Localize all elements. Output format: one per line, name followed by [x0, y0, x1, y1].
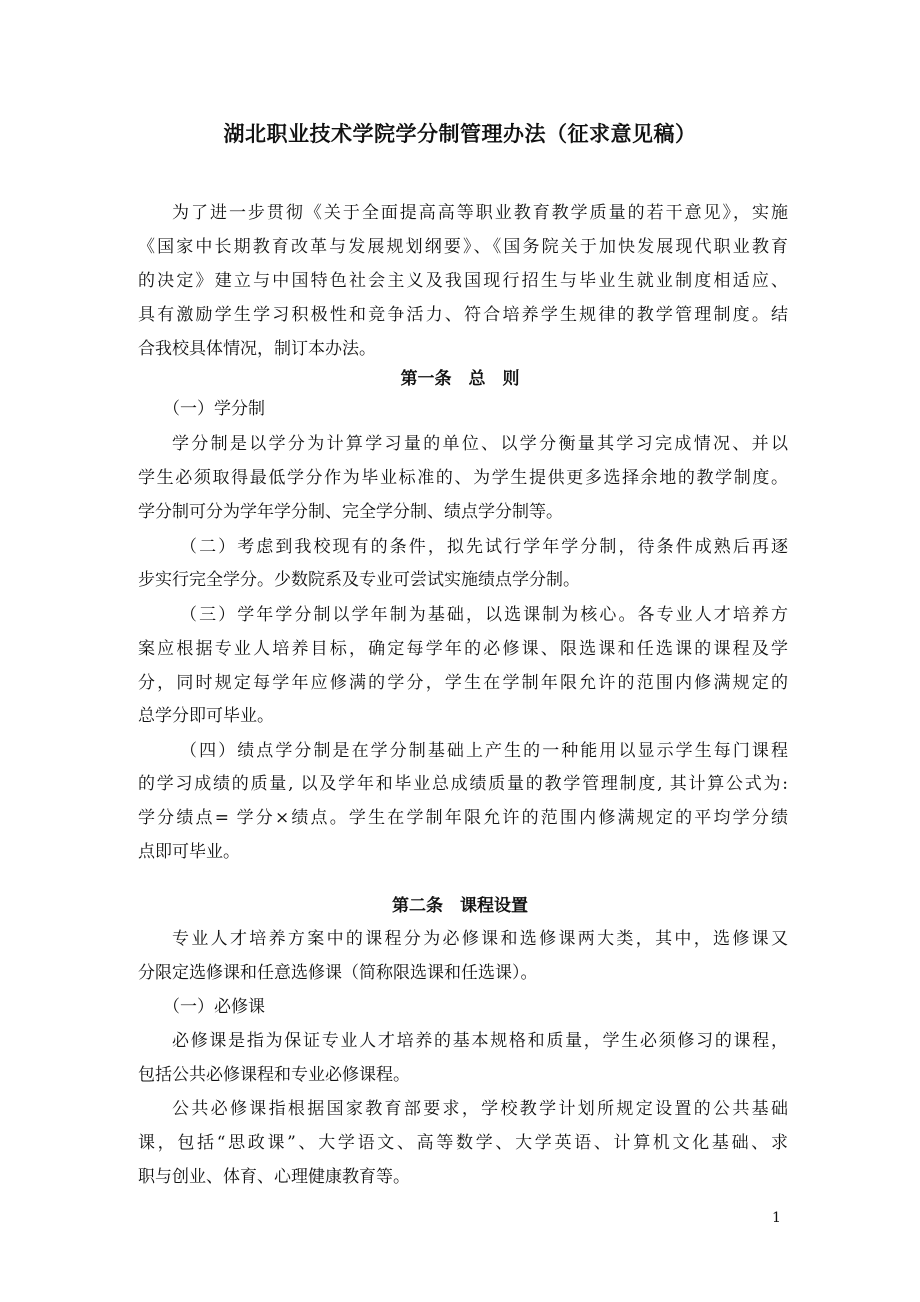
page-number: 1 [772, 1210, 781, 1226]
text-line: 包括公共必修课程和专业必修课程。 [138, 1065, 410, 1085]
text-line: 学分制可分为学年学分制、完全学分制、绩点学分制等。 [138, 502, 563, 522]
text-line: 专业人才培养方案中的课程分为必修课和选修课两大类，其中，选修课又 [172, 929, 788, 949]
text-line: 分限定选修课和任意选修课（简称限选课和任选课）。 [138, 963, 538, 983]
text-line: 点即可毕业。 [138, 842, 240, 862]
text-line: 的决定》建立与中国特色社会主义及我国现行招生与毕业生就业制度相适应、 [138, 271, 788, 291]
text-line: （三）学年学分制以学年制为基础，以选课制为核心。各专业人才培养方 [180, 605, 788, 625]
text-line: 学分绩点= 学分×绩点。学生在学制年限允许的范围内修满规定的平均学分绩 [138, 808, 788, 828]
document-title: 湖北职业技术学院学分制管理办法（征求意见稿） [223, 122, 697, 146]
text-line: 职与创业、体育、心理健康教育等。 [138, 1167, 410, 1187]
text-line: 分，同时规定每学年应修满的学分，学生在学制年限允许的范围内修满规定的 [138, 673, 788, 693]
text-line: 步实行完全学分。少数院系及专业可尝试实施绩点学分制。 [138, 570, 580, 590]
text-line: 总学分即可毕业。 [138, 706, 274, 726]
text-line: 具有激励学生学习积极性和竞争活力、符合培养学生规律的教学管理制度。结 [138, 305, 788, 325]
subsection-heading: （一）学分制 [163, 399, 265, 419]
text-line: 为了进一步贯彻《关于全面提高高等职业教育教学质量的若干意见》，实施 [172, 203, 788, 223]
article-2-heading: 第二条 课程设置 [392, 896, 528, 916]
text-line: 公共必修课指根据国家教育部要求，学校教学计划所规定设置的公共基础 [172, 1099, 788, 1119]
text-line: 合我校具体情况，制订本办法。 [138, 339, 376, 359]
text-line: 学生必须取得最低学分作为毕业标准的、为学生提供更多选择余地的教学制度。 [138, 468, 788, 488]
text-line: 课，包括“思政课”、大学语文、高等数学、大学英语、计算机文化基础、求 [138, 1133, 788, 1153]
text-line: 学分制是以学分为计算学习量的单位、以学分衡量其学习完成情况、并以 [172, 434, 788, 454]
subsection-heading: （一）必修课 [163, 997, 265, 1017]
text-line: 必修课是指为保证专业人才培养的基本规格和质量，学生必须修习的课程， [172, 1031, 788, 1051]
text-line: 的学习成绩的质量, 以及学年和毕业总成绩质量的教学管理制度, 其计算公式为: [138, 774, 788, 794]
text-line: （四）绩点学分制是在学分制基础上产生的一种能用以显示学生每门课程 [180, 741, 788, 761]
text-line: 《国家中长期教育改革与发展规划纲要》、《国务院关于加快发展现代职业教育 [138, 237, 788, 257]
text-line: 案应根据专业人培养目标，确定每学年的必修课、限选课和任选课的课程及学 [138, 639, 788, 659]
article-1-heading: 第一条 总 则 [400, 369, 520, 389]
text-line: （二）考虑到我校现有的条件，拟先试行学年学分制，待条件成熟后再逐 [180, 537, 788, 557]
